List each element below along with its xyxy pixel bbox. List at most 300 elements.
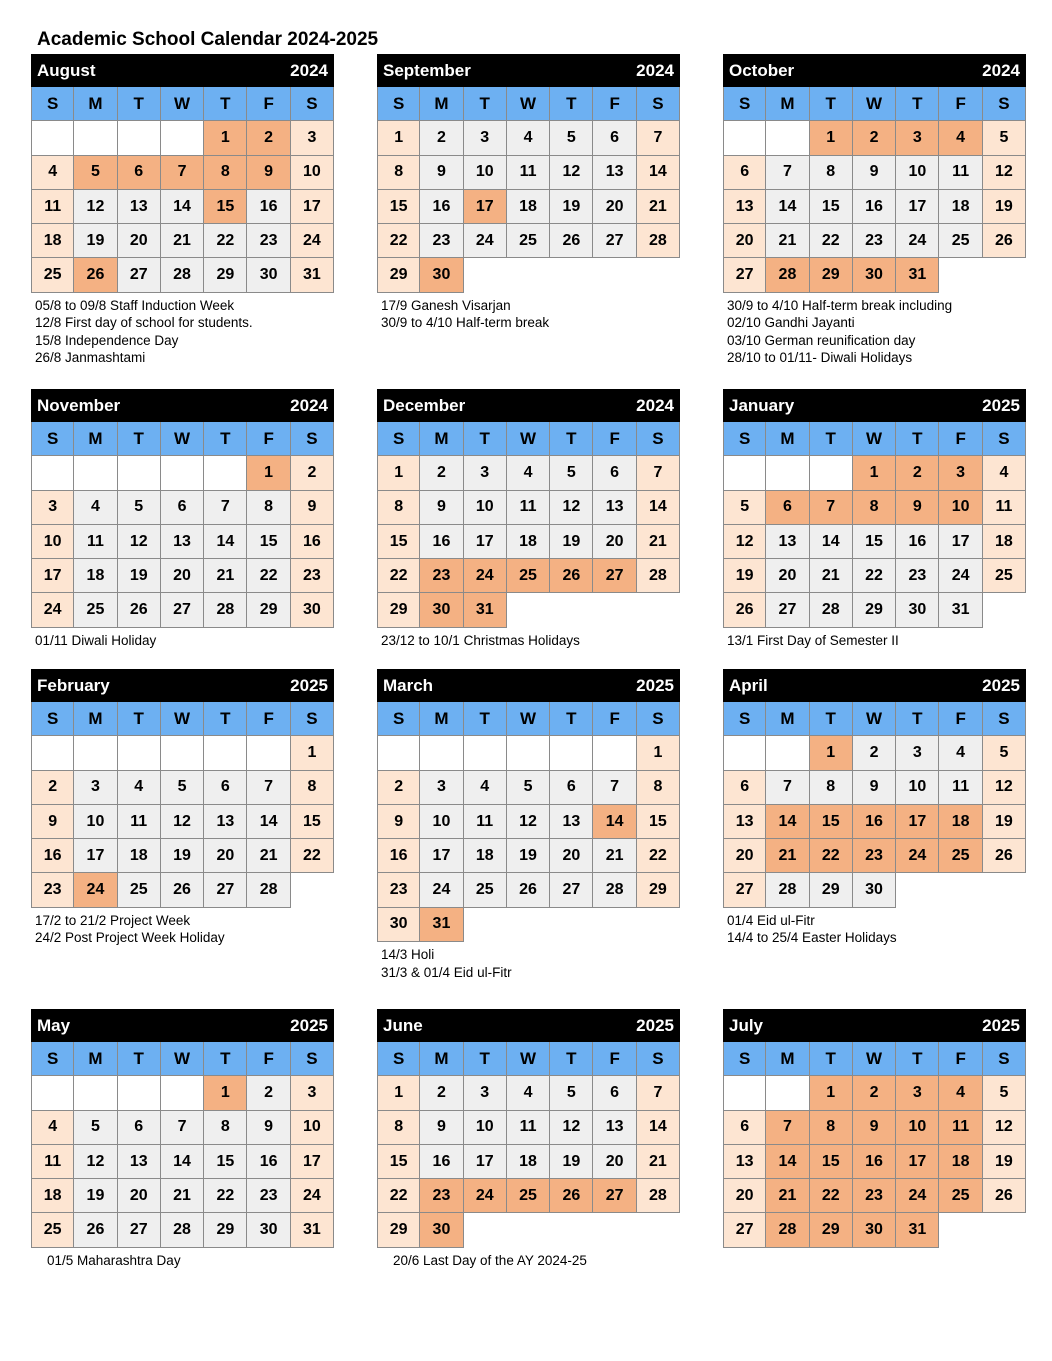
weekday-header: M — [766, 422, 809, 456]
day-cell: 9 — [420, 156, 463, 190]
day-cell: 28 — [637, 1179, 680, 1213]
holiday-day-cell: 8 — [853, 491, 896, 525]
day-cell: 24 — [896, 224, 939, 258]
day-cell: 28 — [247, 873, 290, 907]
day-cell: 2 — [247, 1076, 290, 1110]
month-notes — [723, 297, 1026, 367]
month-notes — [377, 632, 680, 650]
weekday-header: F — [939, 87, 982, 121]
day-cell: 9 — [853, 156, 896, 190]
weekday-header: M — [420, 87, 463, 121]
day-cell: 16 — [247, 190, 290, 224]
blank-cell — [31, 736, 74, 770]
empty-slot — [464, 1213, 507, 1247]
weekday-header: F — [247, 87, 290, 121]
day-cell: 29 — [853, 593, 896, 627]
blank-cell — [723, 456, 766, 490]
day-cell: 17 — [74, 839, 117, 873]
month-february — [31, 669, 334, 947]
day-cell: 22 — [204, 224, 247, 258]
holiday-day-cell: 1 — [247, 456, 290, 490]
holiday-day-cell: 18 — [939, 1145, 982, 1179]
empty-slot — [939, 873, 982, 907]
weekday-header: S — [31, 702, 74, 736]
holiday-day-cell: 29 — [810, 258, 853, 292]
day-cell: 28 — [204, 593, 247, 627]
day-cell: 16 — [420, 525, 463, 559]
day-cell: 25 — [983, 559, 1026, 593]
day-cell: 12 — [161, 805, 204, 839]
empty-slot — [464, 258, 507, 292]
day-cell: 31 — [291, 1213, 334, 1247]
day-cell: 12 — [550, 1111, 593, 1145]
note-line: 12/8 First day of school for students. — [35, 315, 253, 331]
day-cell: 10 — [896, 156, 939, 190]
day-cell: 30 — [247, 1213, 290, 1247]
holiday-day-cell: 30 — [420, 593, 463, 627]
month-name: January — [729, 395, 795, 415]
day-cell: 10 — [420, 805, 463, 839]
holiday-day-cell: 6 — [766, 491, 809, 525]
day-cell: 11 — [507, 156, 550, 190]
day-cell: 12 — [507, 805, 550, 839]
holiday-day-cell: 24 — [464, 1179, 507, 1213]
day-cell: 6 — [723, 771, 766, 805]
day-cell: 6 — [161, 491, 204, 525]
day-cell: 5 — [550, 456, 593, 490]
blank-cell — [204, 736, 247, 770]
month-name: August — [37, 60, 96, 80]
holiday-day-cell: 6 — [118, 156, 161, 190]
holiday-day-cell: 8 — [204, 156, 247, 190]
holiday-day-cell: 23 — [420, 559, 463, 593]
day-grid — [723, 422, 1026, 628]
day-cell: 27 — [593, 224, 636, 258]
day-cell: 9 — [377, 805, 420, 839]
month-notes — [377, 297, 680, 332]
holiday-day-cell: 25 — [507, 1179, 550, 1213]
day-cell: 10 — [291, 1111, 334, 1145]
day-cell: 14 — [637, 1111, 680, 1145]
weekday-header: M — [74, 1042, 117, 1076]
day-cell: 28 — [637, 224, 680, 258]
holiday-day-cell: 27 — [593, 1179, 636, 1213]
day-cell: 26 — [983, 1179, 1026, 1213]
day-cell: 27 — [766, 593, 809, 627]
day-cell: 19 — [983, 1145, 1026, 1179]
weekday-header: S — [31, 422, 74, 456]
holiday-day-cell: 25 — [507, 559, 550, 593]
month-year: 2025 — [290, 1015, 328, 1035]
day-cell: 22 — [853, 559, 896, 593]
empty-slot — [637, 593, 680, 627]
day-cell: 19 — [507, 839, 550, 873]
day-cell: 3 — [464, 1076, 507, 1110]
day-cell: 14 — [637, 491, 680, 525]
weekday-header: S — [983, 702, 1026, 736]
holiday-day-cell: 24 — [464, 559, 507, 593]
day-cell: 21 — [593, 839, 636, 873]
weekday-header: T — [810, 422, 853, 456]
day-cell: 19 — [550, 190, 593, 224]
day-cell: 13 — [723, 190, 766, 224]
day-cell: 1 — [377, 456, 420, 490]
day-cell: 8 — [377, 156, 420, 190]
month-header — [377, 1009, 680, 1042]
day-cell: 16 — [31, 839, 74, 873]
day-cell: 29 — [810, 873, 853, 907]
weekday-header: F — [593, 422, 636, 456]
day-cell: 27 — [118, 1213, 161, 1247]
holiday-day-cell: 17 — [896, 1145, 939, 1179]
day-cell: 29 — [377, 593, 420, 627]
holiday-day-cell: 29 — [810, 1213, 853, 1247]
empty-slot — [507, 908, 550, 942]
day-cell: 15 — [377, 1145, 420, 1179]
empty-slot — [550, 593, 593, 627]
day-cell: 22 — [247, 559, 290, 593]
holiday-day-cell: 22 — [810, 839, 853, 873]
note-line: 31/3 & 01/4 Eid ul-Fitr — [381, 964, 512, 980]
day-cell: 11 — [507, 491, 550, 525]
note-line: 17/9 Ganesh Visarjan — [381, 297, 511, 313]
holiday-day-cell: 1 — [204, 1076, 247, 1110]
weekday-header: S — [637, 87, 680, 121]
blank-cell — [74, 736, 117, 770]
holiday-day-cell: 28 — [766, 1213, 809, 1247]
holiday-day-cell: 30 — [853, 1213, 896, 1247]
day-cell: 10 — [464, 156, 507, 190]
weekday-header: W — [161, 1042, 204, 1076]
day-cell: 15 — [810, 190, 853, 224]
day-cell: 19 — [983, 805, 1026, 839]
day-cell: 26 — [161, 873, 204, 907]
day-grid — [723, 87, 1026, 293]
weekday-header: T — [204, 422, 247, 456]
day-cell: 2 — [420, 121, 463, 155]
day-cell: 29 — [377, 258, 420, 292]
month-name: February — [37, 675, 110, 695]
weekday-header: S — [291, 1042, 334, 1076]
day-cell: 7 — [247, 771, 290, 805]
weekday-header: W — [161, 87, 204, 121]
month-header — [31, 1009, 334, 1042]
day-cell: 10 — [74, 805, 117, 839]
weekday-header: S — [723, 87, 766, 121]
day-cell: 19 — [983, 190, 1026, 224]
weekday-header: F — [247, 1042, 290, 1076]
note-line: 03/10 German reunification day — [727, 332, 916, 348]
note-line: 26/8 Janmashtami — [35, 350, 146, 366]
day-cell: 18 — [464, 839, 507, 873]
day-cell: 22 — [377, 1179, 420, 1213]
day-cell: 12 — [74, 1145, 117, 1179]
day-cell: 28 — [161, 1213, 204, 1247]
weekday-header: F — [247, 702, 290, 736]
holiday-day-cell: 1 — [810, 736, 853, 770]
day-cell: 2 — [377, 771, 420, 805]
day-cell: 23 — [291, 559, 334, 593]
month-august — [31, 54, 334, 367]
day-cell: 4 — [31, 1111, 74, 1145]
weekday-header: M — [74, 422, 117, 456]
day-cell: 8 — [291, 771, 334, 805]
weekday-header: M — [420, 702, 463, 736]
day-cell: 25 — [31, 1213, 74, 1247]
month-header — [723, 669, 1026, 702]
day-cell: 12 — [983, 1111, 1026, 1145]
day-grid — [31, 1042, 334, 1248]
day-cell: 27 — [161, 593, 204, 627]
holiday-day-cell: 30 — [853, 258, 896, 292]
blank-cell — [118, 121, 161, 155]
day-cell: 25 — [74, 593, 117, 627]
holiday-day-cell: 15 — [810, 805, 853, 839]
day-cell: 8 — [377, 1111, 420, 1145]
holiday-day-cell: 4 — [939, 1076, 982, 1110]
month-november — [31, 389, 334, 649]
day-cell: 23 — [247, 1179, 290, 1213]
day-cell: 5 — [507, 771, 550, 805]
blank-cell — [161, 736, 204, 770]
holiday-day-cell: 23 — [420, 1179, 463, 1213]
day-cell: 26 — [983, 224, 1026, 258]
blank-cell — [593, 736, 636, 770]
day-cell: 17 — [420, 839, 463, 873]
holiday-day-cell: 31 — [464, 593, 507, 627]
day-cell: 14 — [161, 1145, 204, 1179]
month-notes — [723, 632, 1026, 650]
day-cell: 24 — [939, 559, 982, 593]
day-cell: 6 — [723, 156, 766, 190]
blank-cell — [161, 1076, 204, 1110]
weekday-header: T — [896, 702, 939, 736]
day-cell: 2 — [291, 456, 334, 490]
blank-cell — [161, 456, 204, 490]
day-cell: 4 — [118, 771, 161, 805]
weekday-header: S — [291, 422, 334, 456]
weekday-header: F — [247, 422, 290, 456]
holiday-day-cell: 17 — [896, 805, 939, 839]
day-grid — [377, 702, 680, 942]
day-cell: 1 — [377, 121, 420, 155]
day-cell: 15 — [204, 1145, 247, 1179]
day-cell: 9 — [247, 1111, 290, 1145]
day-cell: 5 — [983, 736, 1026, 770]
day-cell: 24 — [31, 593, 74, 627]
month-header — [31, 669, 334, 702]
weekday-header: T — [810, 87, 853, 121]
day-cell: 17 — [31, 559, 74, 593]
holiday-day-cell: 22 — [810, 1179, 853, 1213]
day-grid — [377, 422, 680, 628]
day-cell: 31 — [939, 593, 982, 627]
day-cell: 29 — [204, 258, 247, 292]
blank-cell — [420, 736, 463, 770]
day-cell: 14 — [810, 525, 853, 559]
weekday-header: T — [118, 87, 161, 121]
month-year: 2025 — [982, 1015, 1020, 1035]
day-cell: 5 — [550, 121, 593, 155]
day-cell: 26 — [983, 839, 1026, 873]
day-cell: 6 — [204, 771, 247, 805]
empty-slot — [637, 908, 680, 942]
weekday-header: T — [118, 702, 161, 736]
empty-slot — [550, 258, 593, 292]
blank-cell — [766, 456, 809, 490]
note-line: 14/4 to 25/4 Easter Holidays — [727, 930, 897, 946]
day-cell: 13 — [593, 156, 636, 190]
day-cell: 7 — [204, 491, 247, 525]
day-cell: 21 — [637, 1145, 680, 1179]
day-cell: 27 — [723, 1213, 766, 1247]
day-cell: 18 — [74, 559, 117, 593]
day-cell: 10 — [291, 156, 334, 190]
blank-cell — [766, 1076, 809, 1110]
blank-cell — [161, 121, 204, 155]
weekday-header: M — [766, 702, 809, 736]
day-cell: 28 — [637, 559, 680, 593]
day-cell: 5 — [550, 1076, 593, 1110]
day-cell: 11 — [31, 1145, 74, 1179]
empty-slot — [291, 873, 334, 907]
empty-slot — [550, 908, 593, 942]
note-line: 02/10 Gandhi Jayanti — [727, 315, 855, 331]
month-june — [377, 1009, 680, 1269]
day-cell: 20 — [118, 224, 161, 258]
day-cell: 5 — [723, 491, 766, 525]
day-cell: 18 — [31, 1179, 74, 1213]
note-line: 05/8 to 09/8 Staff Induction Week — [35, 297, 235, 313]
weekday-header: T — [550, 702, 593, 736]
weekday-header: S — [983, 87, 1026, 121]
weekday-header: S — [377, 702, 420, 736]
holiday-day-cell: 7 — [810, 491, 853, 525]
empty-slot — [507, 1213, 550, 1247]
day-cell: 11 — [939, 156, 982, 190]
day-cell: 8 — [204, 1111, 247, 1145]
day-cell: 19 — [550, 1145, 593, 1179]
weekday-header: W — [853, 87, 896, 121]
weekday-header: S — [31, 87, 74, 121]
day-cell: 19 — [550, 525, 593, 559]
day-cell: 13 — [161, 525, 204, 559]
empty-slot — [507, 593, 550, 627]
weekday-header: T — [550, 422, 593, 456]
weekday-header: W — [161, 702, 204, 736]
weekday-header: T — [896, 87, 939, 121]
holiday-day-cell: 9 — [247, 156, 290, 190]
day-cell: 6 — [593, 1076, 636, 1110]
day-cell: 12 — [983, 771, 1026, 805]
day-cell: 10 — [31, 525, 74, 559]
holiday-day-cell: 1 — [204, 121, 247, 155]
note-line: 14/3 Holi — [381, 947, 435, 963]
holiday-day-cell: 2 — [247, 121, 290, 155]
blank-cell — [810, 456, 853, 490]
day-cell: 26 — [118, 593, 161, 627]
empty-slot — [637, 1213, 680, 1247]
month-name: July — [729, 1015, 764, 1035]
holiday-day-cell: 3 — [896, 121, 939, 155]
day-cell: 26 — [507, 873, 550, 907]
blank-cell — [31, 456, 74, 490]
day-cell: 23 — [420, 224, 463, 258]
day-cell: 24 — [291, 224, 334, 258]
holiday-day-cell: 24 — [74, 873, 117, 907]
weekday-header: M — [420, 422, 463, 456]
blank-cell — [766, 736, 809, 770]
month-notes — [31, 912, 334, 947]
empty-slot — [464, 908, 507, 942]
month-year: 2025 — [636, 675, 674, 695]
month-name: March — [383, 675, 434, 695]
day-cell: 9 — [420, 491, 463, 525]
holiday-day-cell: 30 — [420, 258, 463, 292]
holiday-day-cell: 14 — [766, 1145, 809, 1179]
day-grid — [377, 87, 680, 293]
day-cell: 18 — [507, 525, 550, 559]
weekday-header: F — [939, 702, 982, 736]
day-cell: 25 — [939, 224, 982, 258]
month-year: 2025 — [636, 1015, 674, 1035]
weekday-header: T — [896, 1042, 939, 1076]
day-cell: 4 — [507, 456, 550, 490]
weekday-header: F — [593, 87, 636, 121]
weekday-header: M — [420, 1042, 463, 1076]
day-cell: 2 — [853, 736, 896, 770]
day-grid — [31, 87, 334, 293]
day-cell: 10 — [464, 491, 507, 525]
day-cell: 22 — [377, 224, 420, 258]
note-line: 30/9 to 4/10 Half-term break including — [727, 297, 953, 313]
day-cell: 16 — [896, 525, 939, 559]
day-cell: 20 — [723, 1179, 766, 1213]
weekday-header: W — [507, 422, 550, 456]
day-cell: 23 — [853, 224, 896, 258]
day-cell: 5 — [983, 1076, 1026, 1110]
day-cell: 21 — [766, 224, 809, 258]
day-cell: 21 — [247, 839, 290, 873]
blank-cell — [31, 1076, 74, 1110]
note-line: 01/5 Maharashtra Day — [47, 1252, 181, 1268]
holiday-day-cell: 26 — [550, 559, 593, 593]
weekday-header: S — [637, 702, 680, 736]
day-cell: 21 — [810, 559, 853, 593]
day-cell: 25 — [507, 224, 550, 258]
month-notes — [31, 632, 334, 650]
holiday-day-cell: 23 — [853, 1179, 896, 1213]
month-year: 2024 — [636, 60, 674, 80]
day-cell: 19 — [74, 1179, 117, 1213]
day-cell: 11 — [464, 805, 507, 839]
day-cell: 3 — [291, 1076, 334, 1110]
day-cell: 21 — [161, 1179, 204, 1213]
weekday-header: S — [377, 422, 420, 456]
month-year: 2025 — [982, 395, 1020, 415]
day-cell: 17 — [464, 525, 507, 559]
day-cell: 15 — [247, 525, 290, 559]
weekday-header: S — [291, 87, 334, 121]
day-cell: 20 — [723, 839, 766, 873]
day-cell: 8 — [247, 491, 290, 525]
day-cell: 13 — [118, 1145, 161, 1179]
day-cell: 10 — [464, 1111, 507, 1145]
day-cell: 6 — [550, 771, 593, 805]
day-cell: 22 — [204, 1179, 247, 1213]
day-cell: 8 — [810, 771, 853, 805]
day-cell: 18 — [507, 190, 550, 224]
